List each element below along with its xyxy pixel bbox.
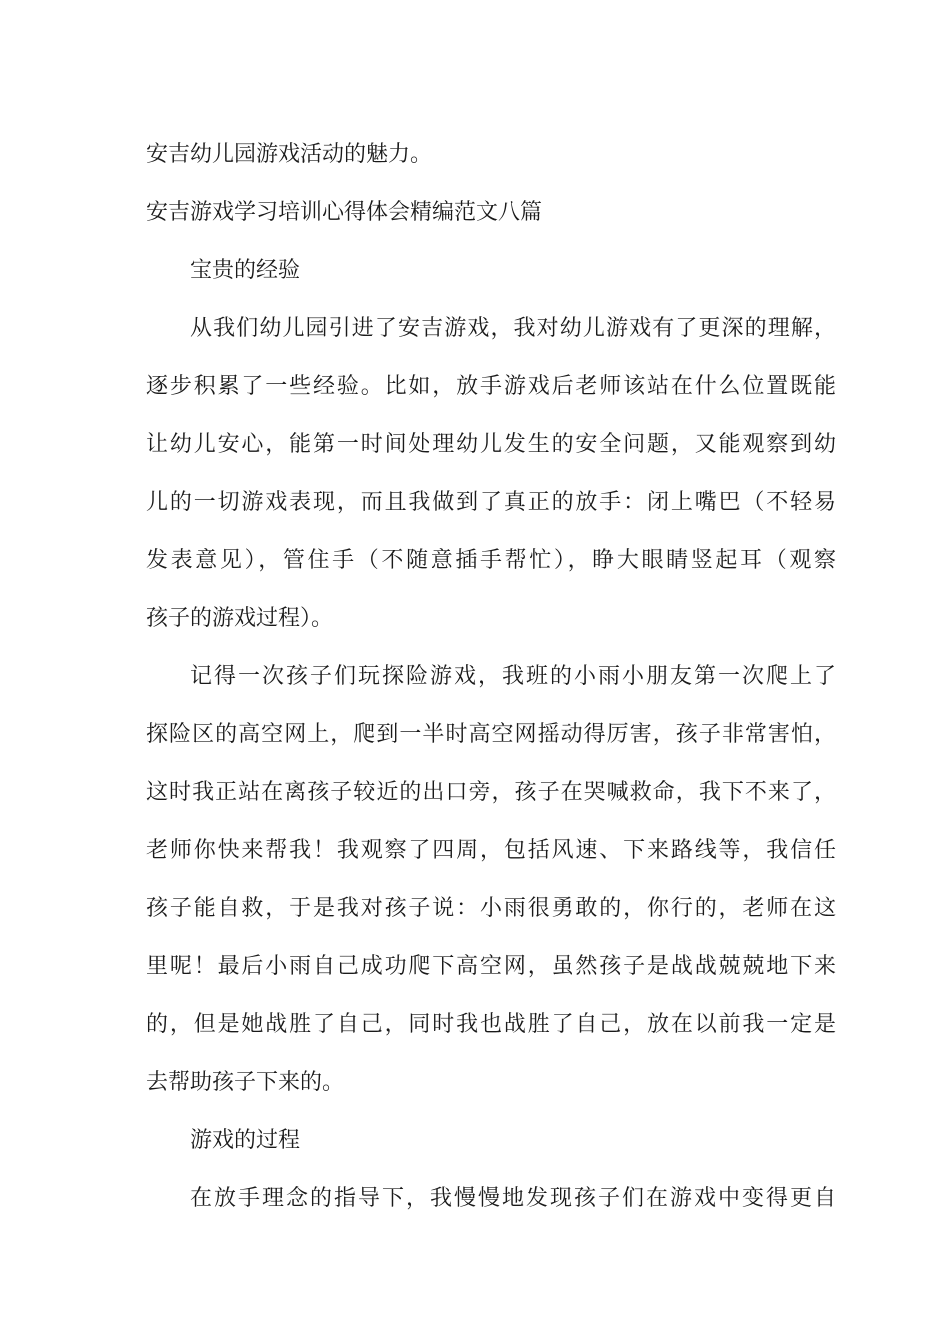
text-line-5: 逐步积累了一些经验。比如，放手游戏后老师该站在什么位置既能 [146, 374, 836, 399]
text-line-15: 里呢！最后小雨自己成功爬下高空网，虽然孩子是战战兢兢地下来 [146, 954, 836, 979]
text-line-13: 老师你快来帮我！我观察了四周，包括风速、下来路线等，我信任 [146, 838, 836, 863]
text-line-17: 去帮助孩子下来的。 [146, 1070, 345, 1095]
text-line-1: 安吉幼儿园游戏活动的魅力。 [146, 142, 433, 167]
text-line-16: 的，但是她战胜了自己，同时我也战胜了自己，放在以前我一定是 [146, 1012, 836, 1037]
text-line-7: 儿的一切游戏表现，而且我做到了真正的放手：闭上嘴巴（不轻易 [146, 490, 836, 515]
text-line-4: 从我们幼儿园引进了安吉游戏，我对幼儿游戏有了更深的理解， [190, 316, 836, 341]
document-title: 安吉游戏学习培训心得体会精编范文八篇 [146, 200, 543, 225]
text-line-9: 孩子的游戏过程）。 [146, 606, 334, 631]
text-line-10: 记得一次孩子们玩探险游戏，我班的小雨小朋友第一次爬上了 [190, 664, 836, 689]
text-line-6: 让幼儿安心，能第一时间处理幼儿发生的安全问题，又能观察到幼 [146, 432, 836, 457]
section-heading-game-process: 游戏的过程 [190, 1128, 301, 1153]
section-heading-valuable-experience: 宝贵的经验 [190, 258, 301, 283]
text-line-11: 探险区的高空网上，爬到一半时高空网摇动得厉害，孩子非常害怕， [146, 722, 836, 747]
text-line-19: 在放手理念的指导下，我慢慢地发现孩子们在游戏中变得更自 [190, 1186, 836, 1211]
text-line-8: 发表意见），管住手（不随意插手帮忙），睁大眼睛竖起耳（观察 [146, 548, 836, 573]
document-body [146, 126, 836, 1228]
text-line-14: 孩子能自救，于是我对孩子说：小雨很勇敢的，你行的，老师在这 [146, 896, 836, 921]
text-line-12: 这时我正站在离孩子较近的出口旁，孩子在哭喊救命，我下不来了， [146, 780, 836, 805]
